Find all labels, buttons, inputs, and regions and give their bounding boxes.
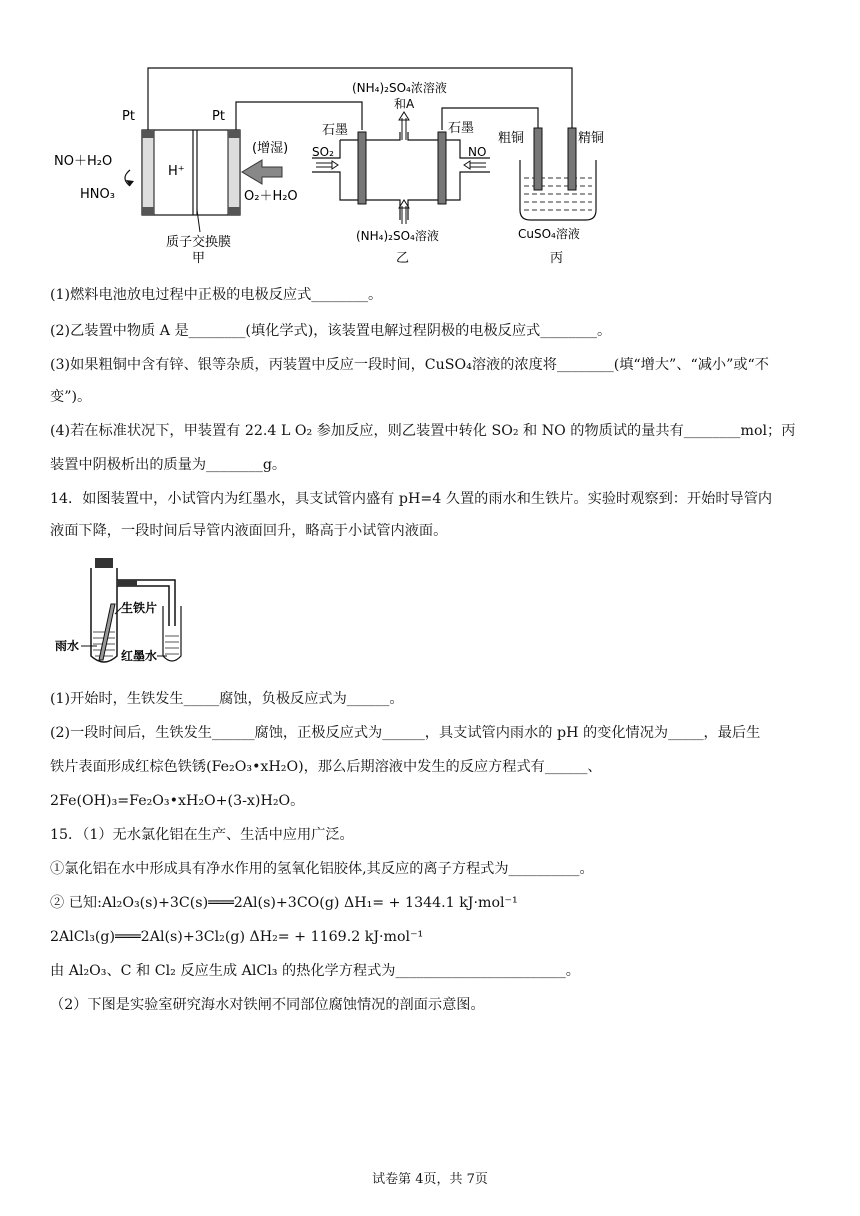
label-so2: SO₂ [312,145,334,159]
q13-part2: (2)乙装置中物质 A 是________(填化学式)，该装置电解过程阴极的电极反应式________。 [50,323,612,339]
label-yi: 乙 [396,251,410,266]
label-h-plus: H⁺ [168,164,185,179]
label-hno3: HNO₃ [80,187,115,202]
q15-sub2: ② 已知:Al₂O₃(s)+3C(s)═══2Al(s)+3CO(g) ΔH₁= + 1344.1 kJ·mol⁻¹ [50,895,518,911]
label-no-h2o: NO＋H₂O [54,154,113,169]
label-graphite-right: 石墨 [448,121,475,136]
label-humidify: (增湿) [252,141,289,156]
q15-sub3: 2AlCl₃(g)═══2Al(s)+3Cl₂(g) ΔH₂= + 1169.2 kJ·mol⁻¹ [50,929,424,945]
q14-stem-line1: 14．如图装置中，小试管内为红墨水，具支试管内盛有 pH=4 久置的雨水和生铁片。实验时观察到：开始时导管内 [50,491,773,507]
label-membrane: 质子交换膜 [166,235,232,250]
q13-part1: (1)燃料电池放电过程中正极的电极反应式________。 [50,287,383,303]
q13-part3-line2: 变”)。 [50,389,92,405]
q13-part4-line2: 装置中阴极析出的质量为________g。 [50,457,287,473]
label-bing: 丙 [550,251,564,266]
label-bottom-solution: (NH₄)₂SO₄溶液 [356,229,439,243]
label-top-and-a: 和A [394,97,415,111]
label-graphite-left: 石墨 [322,123,349,138]
q15-sub5: （2）下图是实验室研究海水对铁闸不同部位腐蚀情况的剖面示意图。 [50,997,485,1013]
q15-sub1: ①氯化铝在水中形成具有净水作用的氢氧化铝胶体,其反应的离子方程式为__________。 [50,861,594,877]
label-crude-copper: 粗铜 [498,131,525,146]
label-top-solution: (NH₄)₂SO₄浓溶液 [352,81,447,95]
q14-stem-line2: 液面下降，一段时间后导管内液面回升，略高于小试管内液面。 [50,523,448,539]
q14-part2-line2: 铁片表面形成红棕色铁锈(Fe₂O₃•xH₂O)，那么后期溶液中发生的反应方程式有______、 [50,759,602,775]
q15-stem: 15．（1）无水氯化铝在生产、生活中应用广泛。 [50,827,354,843]
q13-part3-line1: (3)如果粗铜中含有锌、银等杂质，丙装置中反应一段时间，CuSO₄溶液的浓度将________(填“增大”、“减小”或“不 [50,357,769,373]
label-pt-right: Pt [212,109,225,124]
label-cuso4: CuSO₄溶液 [518,227,580,241]
q15-sub4: 由 Al₂O₃、C 和 Cl₂ 反应生成 AlCl₃ 的热化学方程式为________________________。 [50,963,580,979]
label-iron-piece: 生铁片 [121,601,158,615]
q14-part2-line3: 2Fe(OH)₃=Fe₂O₃•xH₂O+(3-x)H₂O。 [50,793,305,809]
label-pt-left: Pt [122,109,135,124]
apparatus-figure [50,60,630,270]
q13-part4-line1: (4)若在标准状况下，甲装置有 22.4 L O₂ 参加反应，则乙装置中转化 SO₂ 和 NO 的物质试的量共有________mol；丙 [50,423,796,439]
label-red-ink: 红墨水 [121,649,158,663]
label-o2-h2o: O₂＋H₂O [244,189,298,204]
label-rain-water: 雨水 [55,639,80,653]
rain-iron-figure [55,556,195,672]
page-footer: 试卷第 4页，共 7页 [372,1172,488,1187]
q14-part2-line1: (2)一段时间后，生铁发生______腐蚀，正极反应式为______，具支试管内雨水的 pH 的变化情况为_____，最后生 [50,725,761,741]
q14-part1: (1)开始时，生铁发生_____腐蚀，负极反应式为______。 [50,691,404,707]
label-pure-copper: 精铜 [578,131,605,146]
label-no: NO [468,145,487,159]
label-jia: 甲 [192,251,206,266]
